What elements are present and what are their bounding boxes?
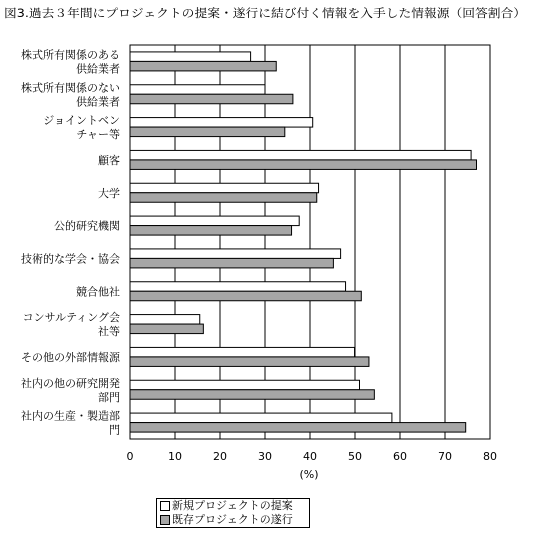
x-tick-label-30: 30	[258, 450, 272, 463]
category-label-0-line-0: 株式所有関係のある	[21, 48, 120, 62]
category-label-11	[21, 409, 120, 437]
x-tick-label-70: 70	[438, 450, 452, 463]
bar-new-project-5	[130, 216, 299, 226]
x-tick-label-60: 60	[393, 450, 407, 463]
bar-new-project-6	[130, 249, 341, 259]
legend-label-new-project: 新規プロジェクトの提案	[172, 499, 293, 512]
category-label-2	[43, 114, 120, 141]
category-label-7-line-0: 競合他社	[76, 285, 120, 299]
bar-existing-project-2	[130, 127, 285, 137]
category-label-10-line-0: 社内の他の研究開発	[21, 376, 120, 390]
bar-existing-project-10	[130, 390, 374, 400]
category-label-9	[21, 350, 121, 364]
category-label-8-line-0: コンサルティング会	[22, 311, 120, 325]
category-label-1-line-1: 供給業者	[76, 95, 120, 109]
category-label-5	[54, 219, 120, 233]
chart-bars	[130, 52, 477, 432]
category-label-6	[21, 251, 120, 265]
bar-existing-project-4	[130, 193, 317, 203]
x-tick-label-0: 0	[126, 450, 134, 463]
category-label-5-line-0: 公的研究機関	[54, 219, 120, 233]
category-label-0-line-1: 供給業者	[76, 62, 120, 76]
bar-existing-project-9	[130, 357, 369, 367]
bar-new-project-4	[130, 183, 319, 193]
bar-new-project-11	[130, 413, 392, 423]
category-label-11-line-1: 門	[109, 423, 120, 437]
x-tick-label-80: 80	[483, 450, 497, 463]
category-label-10	[21, 376, 120, 404]
category-label-4-line-0: 大学	[98, 186, 120, 200]
legend	[156, 498, 310, 528]
bar-new-project-7	[130, 282, 346, 292]
category-label-8-line-1: 社等	[98, 325, 120, 339]
category-label-1	[21, 80, 120, 108]
category-label-3-line-0: 顧客	[98, 153, 120, 167]
category-label-1-line-0: 株式所有関係のない	[21, 81, 120, 95]
category-label-4	[98, 186, 120, 200]
category-label-2-line-0: ジョイントベン	[43, 114, 120, 128]
bar-existing-project-0	[130, 61, 276, 71]
bar-existing-project-1	[130, 94, 293, 104]
bar-existing-project-11	[130, 423, 466, 433]
bar-new-project-10	[130, 380, 360, 390]
legend-swatch-existing-project	[160, 515, 170, 525]
x-axis-label: (%)	[299, 468, 319, 481]
x-tick-label-50: 50	[348, 450, 362, 463]
category-label-2-line-1: チャー等	[76, 128, 120, 142]
category-label-6-line-0: 技術的な学会・協会	[21, 252, 120, 266]
category-label-10-line-1: 部門	[98, 390, 120, 404]
category-label-11-line-0: 社内の生産・製造部	[21, 409, 120, 423]
bar-new-project-2	[130, 118, 313, 128]
bar-existing-project-6	[130, 258, 333, 268]
legend-item-existing-project	[157, 513, 309, 527]
bar-new-project-8	[130, 315, 200, 325]
category-label-7	[76, 284, 120, 298]
bar-new-project-3	[130, 150, 471, 160]
bar-new-project-0	[130, 52, 251, 62]
legend-label-existing-project: 既存プロジェクトの遂行	[172, 513, 293, 526]
x-tick-label-20: 20	[213, 450, 227, 463]
category-labels	[21, 47, 121, 436]
chart-title: 図3.過去３年間にプロジェクトの提案・遂行に結び付く情報を入手した情報源（回答割合）	[4, 6, 526, 20]
bar-existing-project-8	[130, 324, 203, 334]
category-label-0	[21, 47, 120, 75]
bar-new-project-9	[130, 347, 355, 357]
legend-swatch-new-project	[160, 501, 170, 511]
category-label-8	[23, 310, 120, 338]
bar-new-project-1	[130, 85, 265, 95]
x-tick-labels	[127, 450, 498, 463]
category-label-9-line-0: その他の外部情報源	[21, 350, 120, 364]
category-label-3	[98, 153, 120, 167]
bar-existing-project-7	[130, 291, 361, 301]
x-tick-label-40: 40	[303, 450, 317, 463]
x-tick-label-10: 10	[168, 450, 182, 463]
bar-existing-project-5	[130, 226, 292, 236]
legend-item-new-project	[157, 499, 309, 513]
bar-existing-project-3	[130, 160, 477, 170]
